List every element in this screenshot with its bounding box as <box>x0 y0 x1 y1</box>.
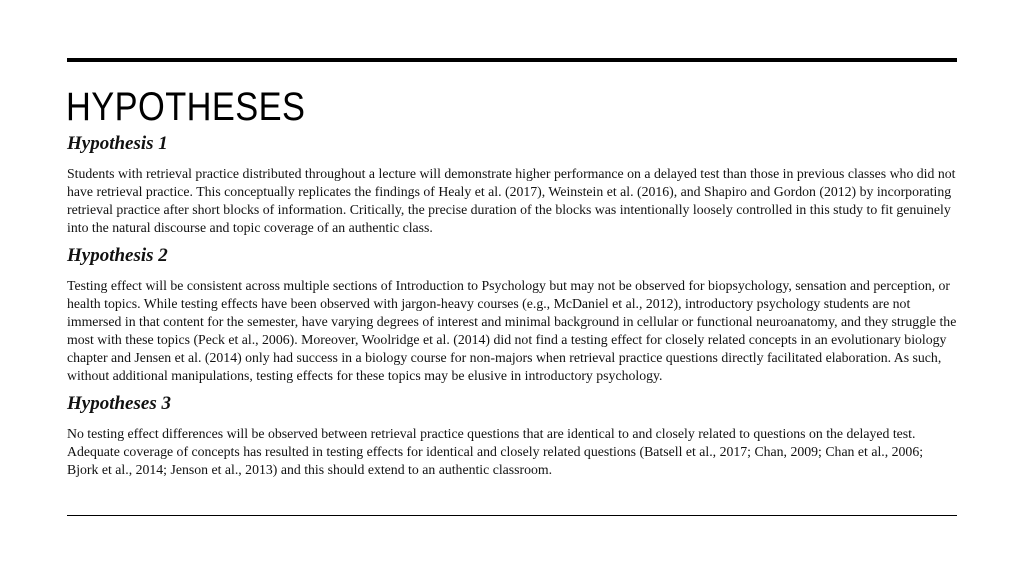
hypotheses-content <box>67 132 957 479</box>
slide-title: HYPOTHESES <box>66 85 306 129</box>
top-divider <box>67 58 957 62</box>
hypothesis-1-heading: Hypothesis 1 <box>67 133 168 154</box>
bottom-divider <box>67 515 957 516</box>
hypothesis-1-section <box>67 132 957 237</box>
hypothesis-3-text: No testing effect differences will be observed between retrieval practice questions that are identical to and closely related to questions on the delayed test. Adequate coverage of concepts has resulted in testing effects for identical and closely related questions (Batsell et al., 2017; Chan, 2009; Chan et al., 2006; Bjork et al., 2014; Jenson et al., 2013) and this should extend to an authentic classroom. <box>67 426 924 477</box>
hypothesis-2-text: Testing effect will be consistent across multiple sections of Introduction to Psychology but may not be observed for biopsychology, sensation and perception, or health topics. While testing effects have been observed with jargon-heavy courses (e.g., McDaniel et al., 2012), introductory psychology students are not immersed in that content for the semester, have varying degrees of interest and minimal background in cellular or functional neuroanatomy, and they struggle the most with these topics (Peck et al., 2006). Moreover, Woolridge et al. (2014) did not find a testing effect for closely related concepts in an evolutionary biology chapter and Jensen et al. (2014) only had success in a biology course for non-majors when retrieval practice questions directly facilitated elaboration. As such, without additional manipulations, testing effects for these topics may be elusive in introductory psychology. <box>67 278 957 383</box>
hypothesis-3-heading: Hypotheses 3 <box>67 393 171 414</box>
hypothesis-3-section <box>67 392 957 479</box>
hypothesis-1-text: Students with retrieval practice distributed throughout a lecture will demonstrate higher performance on a delayed test than those in previous classes who did not have retrieval practice. This conceptually replicates the findings of Healy et al. (2017), Weinstein et al. (2016), and Shapiro and Gordon (2012) by incorporating retrieval practice after short blocks of information. Critically, the precise duration of the blocks was intentionally loosely controlled in this study to fit genuinely into the natural discourse and topic coverage of an authentic class. <box>67 166 956 235</box>
hypothesis-2-section <box>67 244 957 385</box>
hypothesis-2-heading: Hypothesis 2 <box>67 245 168 266</box>
